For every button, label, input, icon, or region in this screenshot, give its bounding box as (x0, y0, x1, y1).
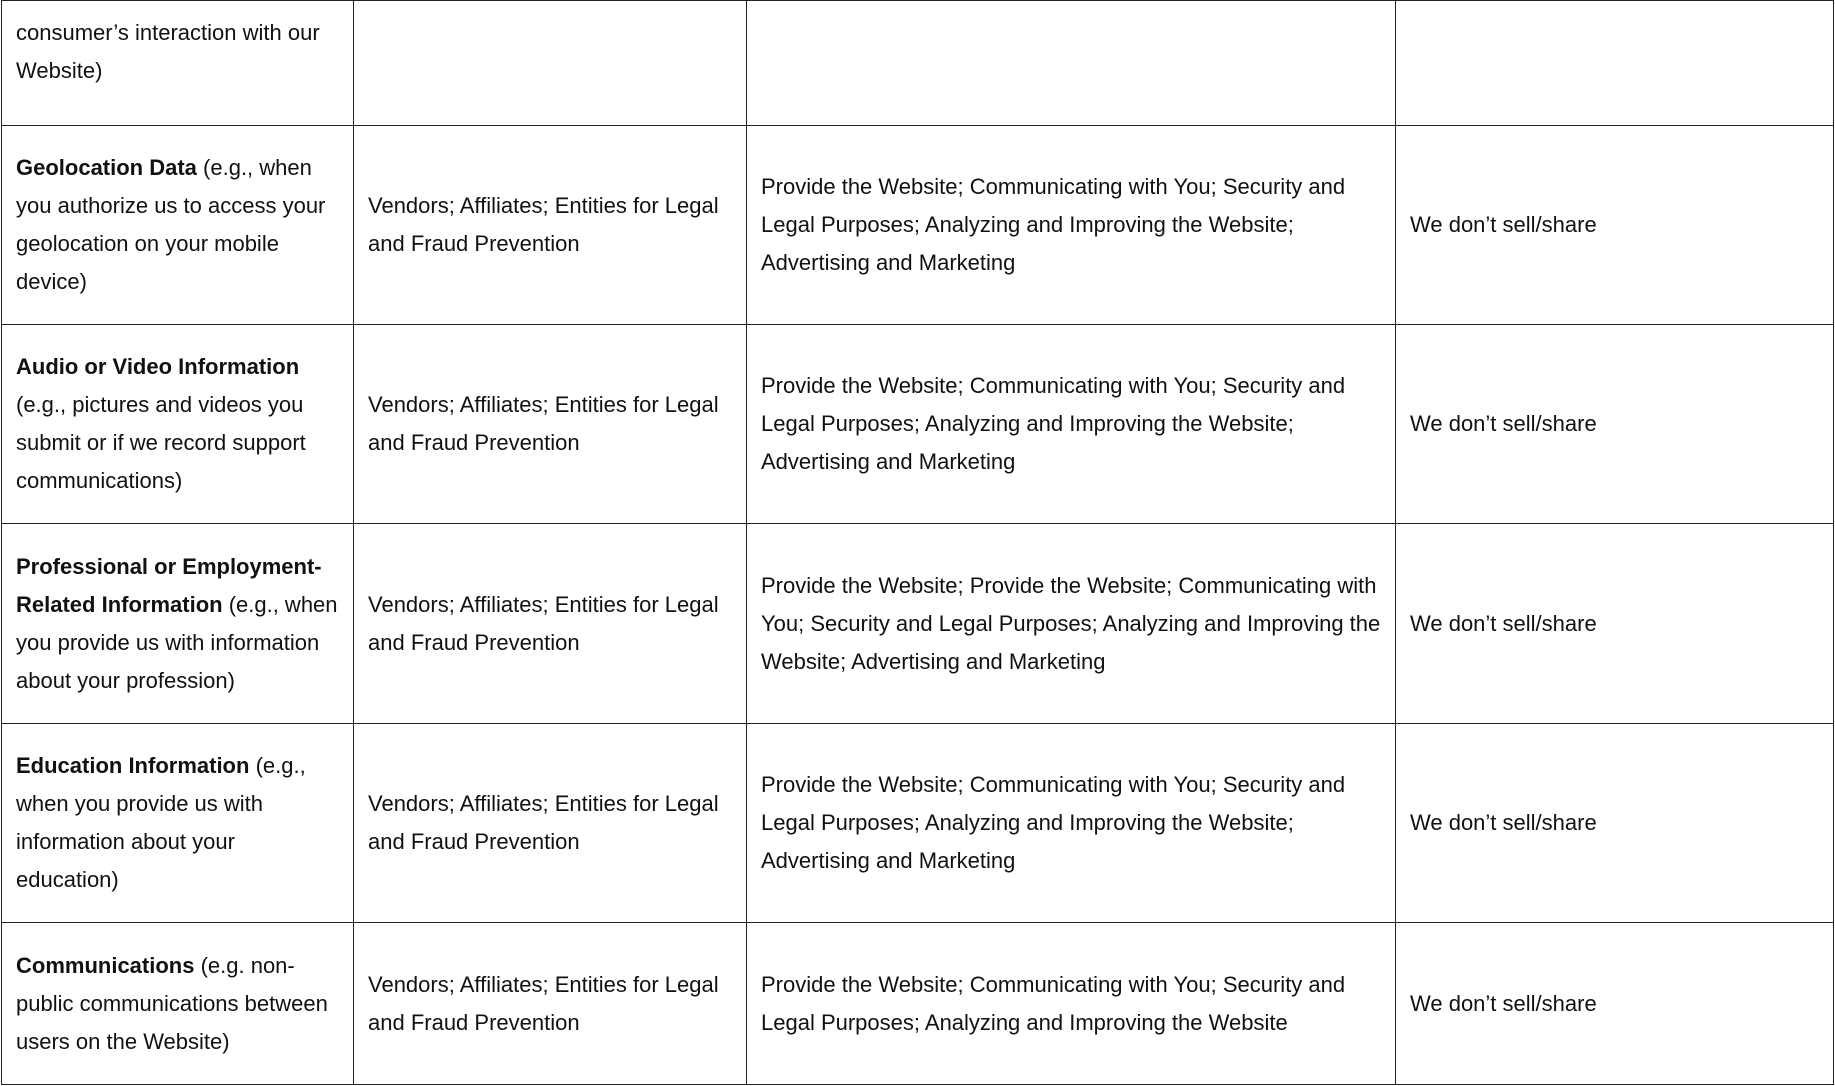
category-detail: consumer’s interaction with our Website) (16, 20, 320, 83)
purposes-cell: Provide the Website; Communicating with You; Security and Legal Purposes; Analyzing and Improving the Website; Advertising and Marketing (747, 325, 1396, 524)
disclosed-to-cell: Vendors; Affiliates; Entities for Legal and Fraud Prevention (354, 126, 747, 325)
sell-share-cell: We don’t sell/share (1396, 524, 1834, 724)
disclosed-to-cell (354, 1, 747, 126)
purposes-cell: Provide the Website; Communicating with You; Security and Legal Purposes; Analyzing and Improving the Website (747, 923, 1396, 1085)
disclosed-to-cell: Vendors; Affiliates; Entities for Legal and Fraud Prevention (354, 325, 747, 524)
category-detail: (e.g., when you provide us with information about your education) (16, 753, 306, 892)
category-cell (2, 923, 354, 1085)
category-title: Audio or Video Information (16, 354, 300, 379)
table-row (2, 325, 1834, 524)
category-detail: (e.g., pictures and videos you submit or if we record support communications) (16, 392, 306, 493)
purposes-cell (747, 1, 1396, 126)
sell-share-cell: We don’t sell/share (1396, 923, 1834, 1085)
category-detail: (e.g., when you provide us with information about your profession) (16, 591, 338, 693)
purposes-cell: Provide the Website; Provide the Website; Communicating with You; Security and Legal Purposes; Analyzing and Improving the Website; Advertising and Marketing (747, 524, 1396, 724)
table-row (2, 923, 1834, 1085)
purposes-cell: Provide the Website; Communicating with You; Security and Legal Purposes; Analyzing and Improving the Website; Advertising and Marketing (747, 126, 1396, 325)
disclosed-to-cell: Vendors; Affiliates; Entities for Legal and Fraud Prevention (354, 724, 747, 923)
sell-share-cell: We don’t sell/share (1396, 325, 1834, 524)
category-title: Education Information (16, 753, 250, 778)
disclosed-to-cell: Vendors; Affiliates; Entities for Legal and Fraud Prevention (354, 923, 747, 1085)
sell-share-cell: We don’t sell/share (1396, 126, 1834, 325)
category-cell (2, 325, 354, 524)
category-cell (2, 724, 354, 923)
category-detail: (e.g. non-public communications between users on the Website) (16, 952, 328, 1054)
table-row (2, 126, 1834, 325)
category-cell (2, 524, 354, 724)
sell-share-cell (1396, 1, 1834, 126)
disclosed-to-cell: Vendors; Affiliates; Entities for Legal and Fraud Prevention (354, 524, 747, 724)
privacy-data-table (1, 0, 1834, 1085)
category-cell (2, 1, 354, 126)
category-title: Communications (16, 952, 195, 978)
table-row (2, 1, 1834, 126)
table-row (2, 524, 1834, 724)
table-row (2, 724, 1834, 923)
purposes-cell: Provide the Website; Communicating with You; Security and Legal Purposes; Analyzing and Improving the Website; Advertising and Marketing (747, 724, 1396, 923)
category-title: Geolocation Data (16, 155, 197, 180)
sell-share-cell: We don’t sell/share (1396, 724, 1834, 923)
category-cell (2, 126, 354, 325)
category-title: Professional or Employment-Related Information (16, 553, 322, 617)
category-detail: (e.g., when you authorize us to access your geolocation on your mobile device) (16, 155, 326, 294)
